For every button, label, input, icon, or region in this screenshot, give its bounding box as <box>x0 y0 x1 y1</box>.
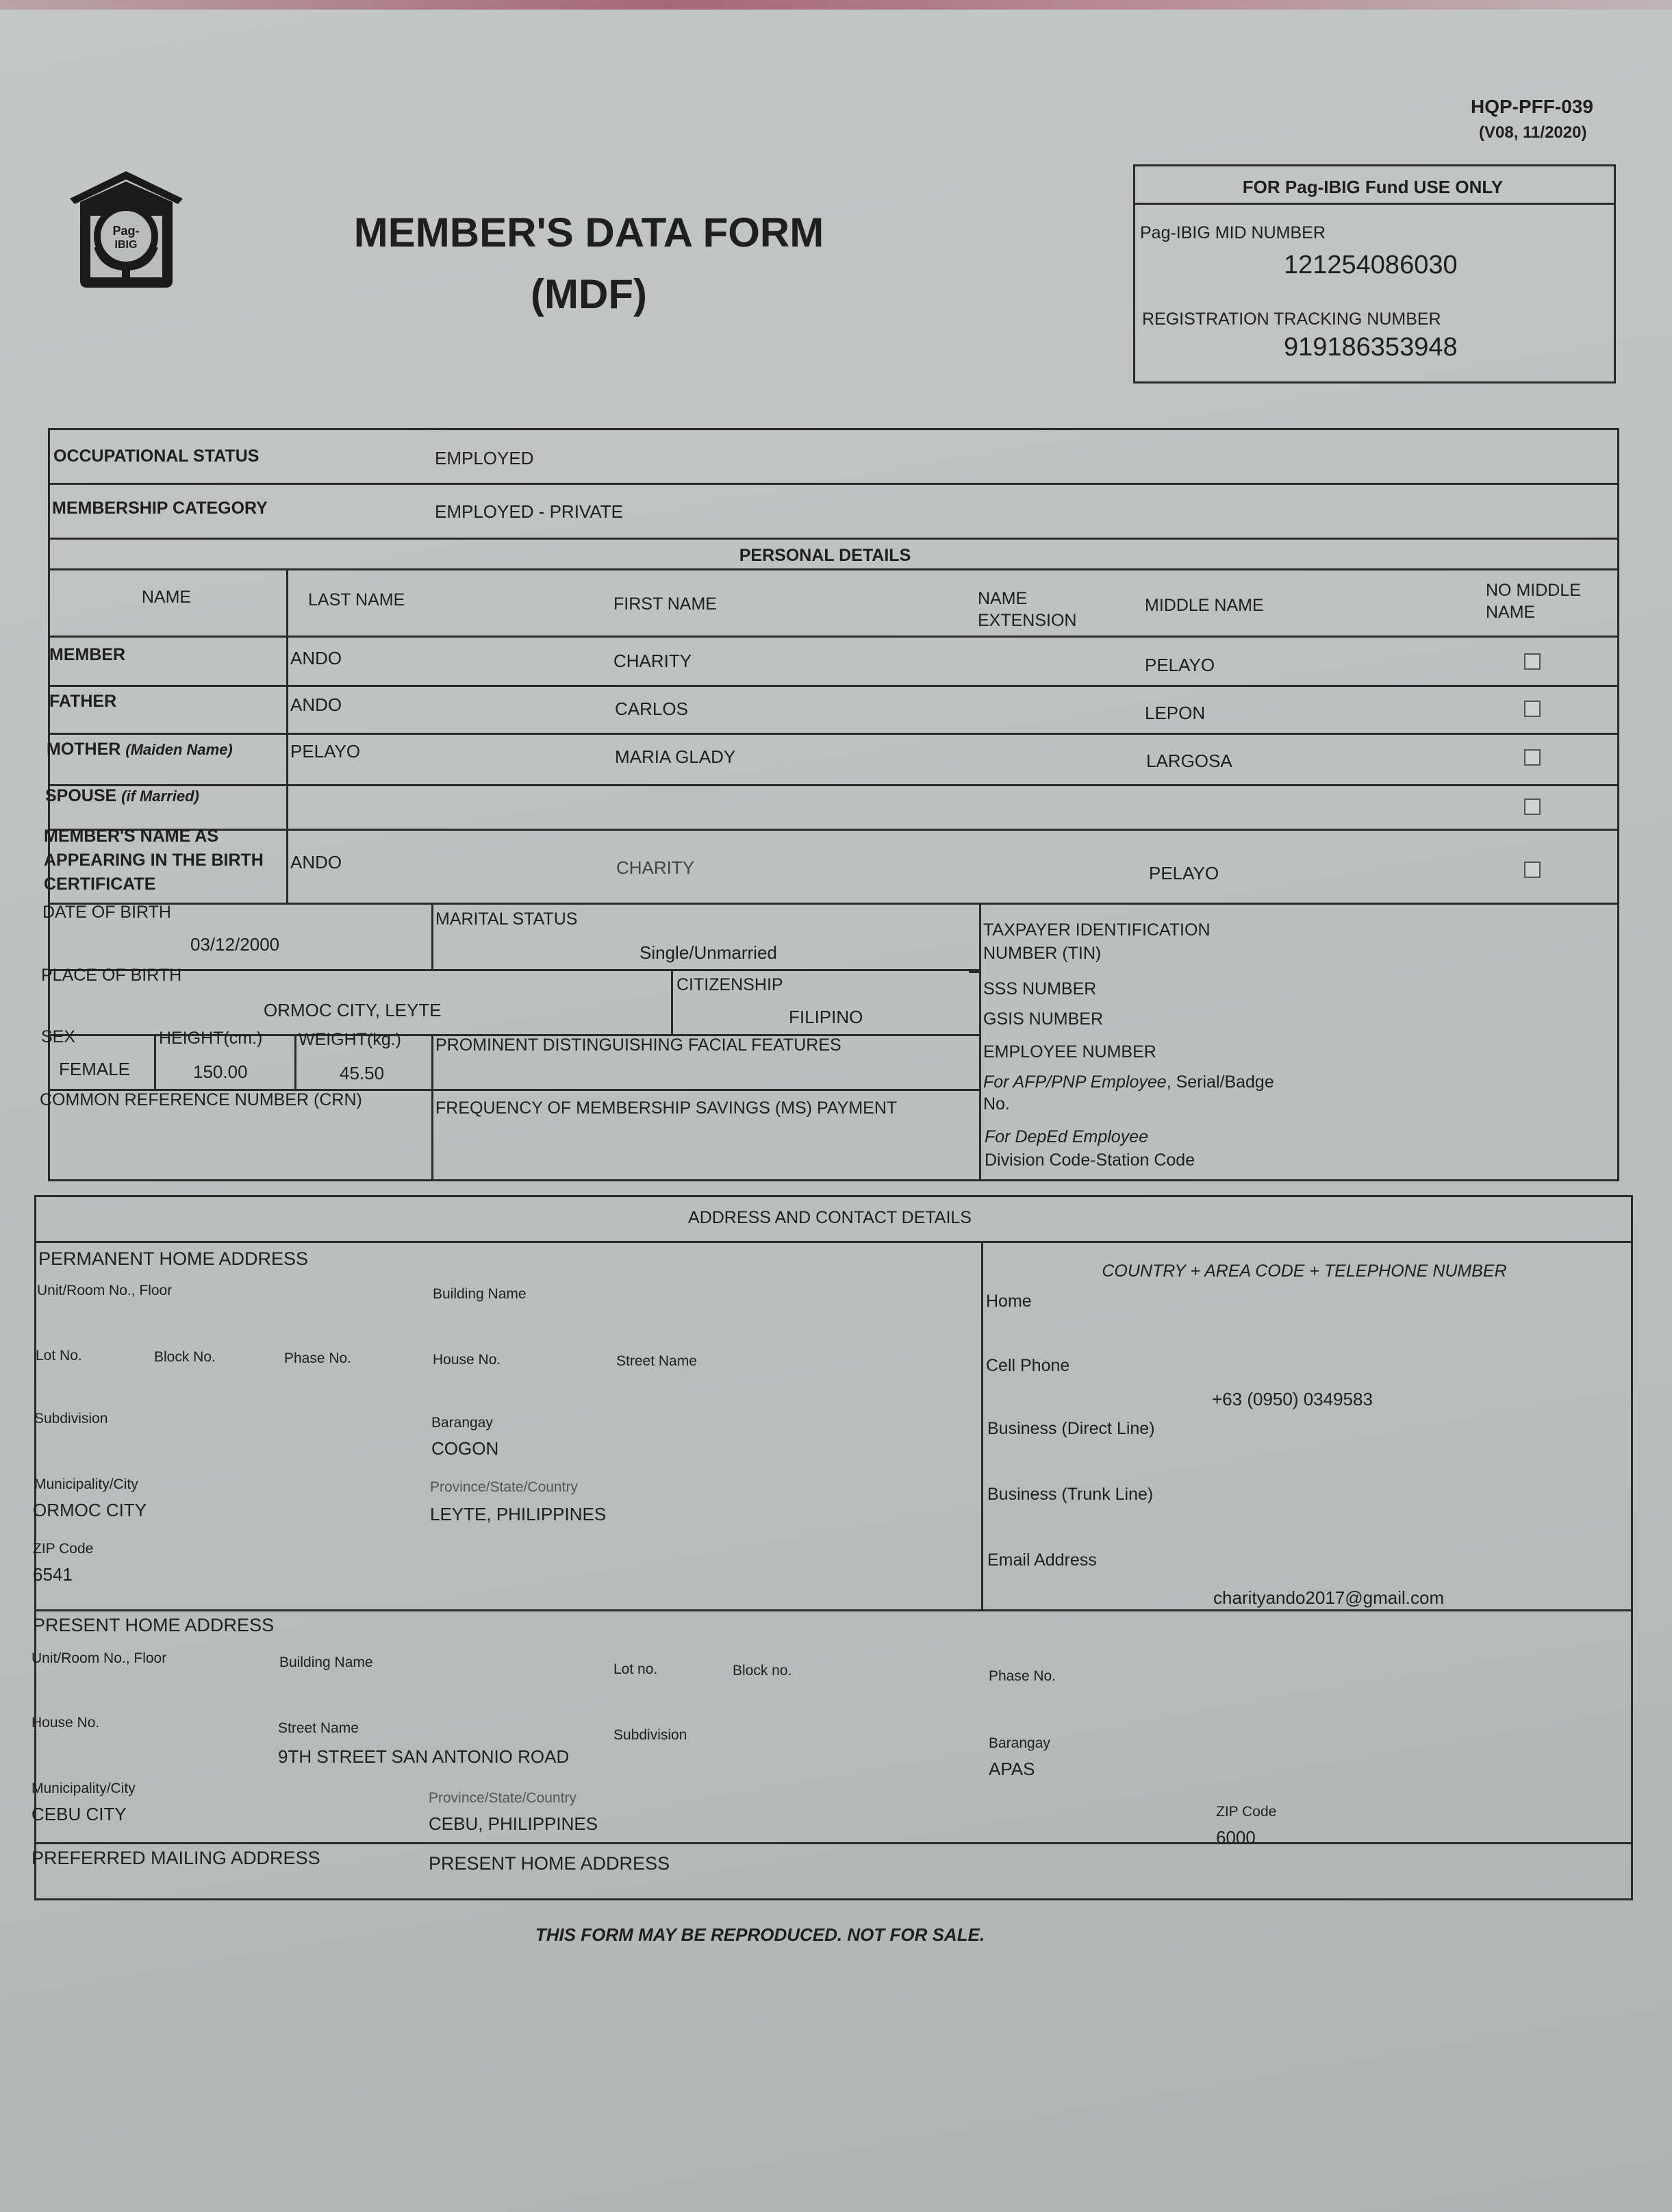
pag-ibig-logo <box>63 164 190 291</box>
fund-use-header: FOR Pag-IBIG Fund USE ONLY <box>1242 177 1504 197</box>
row-spouse-label: SPOUSE <box>45 786 117 805</box>
svg-text:IBIG: IBIG <box>114 239 138 251</box>
mid-label: Pag-IBIG MID NUMBER <box>1140 223 1326 242</box>
perm-zip-value: 6541 <box>33 1564 73 1585</box>
perm-street-label: Street Name <box>616 1353 697 1369</box>
form-subtitle: (MDF) <box>531 271 647 317</box>
perm-house-label: House No. <box>433 1352 501 1368</box>
perm-title: PERMANENT HOME ADDRESS <box>38 1248 309 1269</box>
member-middle-name: PELAYO <box>1145 655 1215 675</box>
perm-unit-label: Unit/Room No., Floor <box>37 1283 173 1298</box>
row-member-label: MEMBER <box>49 645 126 664</box>
present-barangay-value: APAS <box>989 1759 1035 1779</box>
cell-phone-label: Cell Phone <box>986 1356 1070 1375</box>
form-version: (V08, 11/2020) <box>1479 123 1587 142</box>
citizenship-value: FILIPINO <box>789 1007 863 1027</box>
present-zip-label: ZIP Code <box>1216 1804 1277 1820</box>
row-mother-label: MOTHER <box>47 740 121 759</box>
afp-label-rest: , Serial/Badge <box>1166 1072 1274 1092</box>
present-city-label: Municipality/City <box>31 1781 136 1796</box>
member-first-name: CHARITY <box>613 651 692 671</box>
weight-label: WEIGHT(kg.) <box>299 1030 401 1049</box>
mother-middle-name: LARGOSA <box>1146 751 1232 771</box>
father-middle-name: LEPON <box>1145 703 1206 723</box>
perm-barangay-label: Barangay <box>431 1415 493 1431</box>
address-table <box>34 1195 1633 1900</box>
home-phone-label: Home <box>986 1292 1032 1311</box>
row-mother-note: (Maiden Name) <box>125 741 233 758</box>
mid-value: 121254086030 <box>1284 251 1458 279</box>
member-last-name: ANDO <box>290 648 342 668</box>
dob-label: DATE OF BIRTH <box>42 903 171 922</box>
address-header: ADDRESS AND CONTACT DETAILS <box>688 1208 972 1227</box>
tin-label-1: TAXPAYER IDENTIFICATION <box>983 920 1211 940</box>
sex-label: SEX <box>41 1027 76 1046</box>
row-father-label: FATHER <box>49 692 117 711</box>
facial-features-label: PROMINENT DISTINGUISHING FACIAL FEATURES <box>435 1035 841 1055</box>
col-middle-name: MIDDLE NAME <box>1145 596 1264 615</box>
footer-note: THIS FORM MAY BE REPRODUCED. NOT FOR SALE. <box>535 1924 985 1945</box>
perm-lot-label: Lot No. <box>36 1348 82 1363</box>
present-phase-label: Phase No. <box>989 1668 1056 1684</box>
marital-status-value: Single/Unmarried <box>639 942 777 963</box>
present-barangay-label: Barangay <box>989 1735 1050 1751</box>
birthcert-first-name: CHARITY <box>616 857 695 878</box>
spouse-no-middle-checkbox[interactable] <box>1524 799 1541 815</box>
height-value: 150.00 <box>193 1061 248 1082</box>
form-code: HQP-PFF-039 <box>1471 96 1593 117</box>
perm-barangay-value: COGON <box>431 1438 499 1459</box>
deped-codes-label: Division Code-Station Code <box>985 1151 1195 1170</box>
perm-building-label: Building Name <box>433 1286 527 1302</box>
father-no-middle-checkbox[interactable] <box>1524 701 1541 717</box>
perm-province-label: Province/State/Country <box>430 1479 578 1495</box>
occupational-status-value: EMPLOYED <box>435 448 534 468</box>
mother-first-name: MARIA GLADY <box>615 746 736 767</box>
birthcert-last-name: ANDO <box>290 852 342 872</box>
occupational-status-label: OCCUPATIONAL STATUS <box>53 447 259 466</box>
business-trunk-label: Business (Trunk Line) <box>987 1485 1154 1504</box>
pob-label: PLACE OF BIRTH <box>41 966 182 985</box>
birthcert-middle-name: PELAYO <box>1149 863 1219 883</box>
rtn-label: REGISTRATION TRACKING NUMBER <box>1142 310 1441 329</box>
present-street-value: 9TH STREET SAN ANTONIO ROAD <box>278 1746 570 1767</box>
employee-number-label: EMPLOYEE NUMBER <box>983 1042 1156 1061</box>
photo-edge <box>0 0 1672 10</box>
membership-category-label: MEMBERSHIP CATEGORY <box>52 499 268 518</box>
svg-text:Pag-: Pag- <box>112 224 140 238</box>
present-subdivision-label: Subdivision <box>613 1727 687 1743</box>
present-block-label: Block no. <box>733 1663 792 1679</box>
col-name: NAME <box>141 588 192 607</box>
present-building-label: Building Name <box>279 1655 373 1670</box>
perm-city-label: Municipality/City <box>34 1476 138 1492</box>
afp-label-no: No. <box>983 1094 1010 1114</box>
business-direct-label: Business (Direct Line) <box>987 1419 1155 1438</box>
sss-label: SSS NUMBER <box>983 979 1097 998</box>
afp-label-italic: For AFP/PNP Employee <box>983 1072 1167 1092</box>
contact-header: COUNTRY + AREA CODE + TELEPHONE NUMBER <box>1102 1261 1507 1281</box>
father-first-name: CARLOS <box>615 699 688 719</box>
gsis-label: GSIS NUMBER <box>983 1009 1104 1029</box>
weight-value: 45.50 <box>340 1063 385 1083</box>
membership-category-value: EMPLOYED - PRIVATE <box>435 501 623 522</box>
present-unit-label: Unit/Room No., Floor <box>31 1650 167 1666</box>
present-zip-value: 6000 <box>1216 1827 1256 1848</box>
personal-table <box>48 428 1619 1181</box>
mother-last-name: PELAYO <box>290 741 361 762</box>
col-name-extension: NAME EXTENSION <box>978 589 1077 630</box>
present-province-value: CEBU, PHILIPPINES <box>429 1813 598 1834</box>
present-house-label: House No. <box>31 1715 100 1731</box>
height-label: HEIGHT(cm.) <box>159 1029 263 1048</box>
citizenship-label: CITIZENSHIP <box>676 975 783 994</box>
member-no-middle-checkbox[interactable] <box>1524 653 1541 670</box>
mother-no-middle-checkbox[interactable] <box>1524 749 1541 766</box>
present-title: PRESENT HOME ADDRESS <box>33 1615 275 1635</box>
form-title: MEMBER'S DATA FORM <box>353 210 824 255</box>
email-value: charityando2017@gmail.com <box>1213 1587 1445 1608</box>
cell-phone-value: +63 (0950) 0349583 <box>1212 1389 1373 1409</box>
perm-city-value: ORMOC CITY <box>33 1500 147 1520</box>
perm-zip-label: ZIP Code <box>33 1541 94 1557</box>
col-first-name: FIRST NAME <box>613 594 717 614</box>
birthcert-no-middle-checkbox[interactable] <box>1524 862 1541 878</box>
tin-label-2: NUMBER (TIN) <box>983 944 1102 963</box>
marital-status-label: MARITAL STATUS <box>435 909 578 929</box>
present-city-value: CEBU CITY <box>31 1804 127 1824</box>
frequency-label: FREQUENCY OF MEMBERSHIP SAVINGS (MS) PAYMENT <box>435 1098 898 1118</box>
perm-subdivision-label: Subdivision <box>34 1411 108 1427</box>
crn-label: COMMON REFERENCE NUMBER (CRN) <box>40 1090 362 1109</box>
sex-value: FEMALE <box>59 1059 131 1079</box>
pob-value: ORMOC CITY, LEYTE <box>264 1000 442 1020</box>
present-province-label: Province/State/Country <box>429 1790 577 1806</box>
mailing-value: PRESENT HOME ADDRESS <box>429 1853 670 1874</box>
mailing-label: PREFERRED MAILING ADDRESS <box>31 1848 320 1868</box>
perm-phase-label: Phase No. <box>284 1350 352 1366</box>
father-last-name: ANDO <box>290 694 342 715</box>
row-birth-certificate-label: MEMBER'S NAME AS APPEARING IN THE BIRTH CERTIFICATE <box>44 827 264 894</box>
col-last-name: LAST NAME <box>308 590 405 609</box>
perm-block-label: Block No. <box>154 1349 216 1365</box>
personal-details-header: PERSONAL DETAILS <box>739 546 911 565</box>
present-lot-label: Lot no. <box>613 1661 658 1677</box>
email-label: Email Address <box>987 1550 1097 1570</box>
dob-value: 03/12/2000 <box>190 934 280 955</box>
present-street-label: Street Name <box>278 1720 359 1736</box>
row-spouse-note: (if Married) <box>121 788 199 805</box>
perm-province-value: LEYTE, PHILIPPINES <box>430 1504 607 1524</box>
rtn-value: 919186353948 <box>1284 333 1458 362</box>
deped-label: For DepEd Employee <box>985 1127 1149 1146</box>
col-no-middle-name: NO MIDDLE NAME <box>1486 581 1581 622</box>
